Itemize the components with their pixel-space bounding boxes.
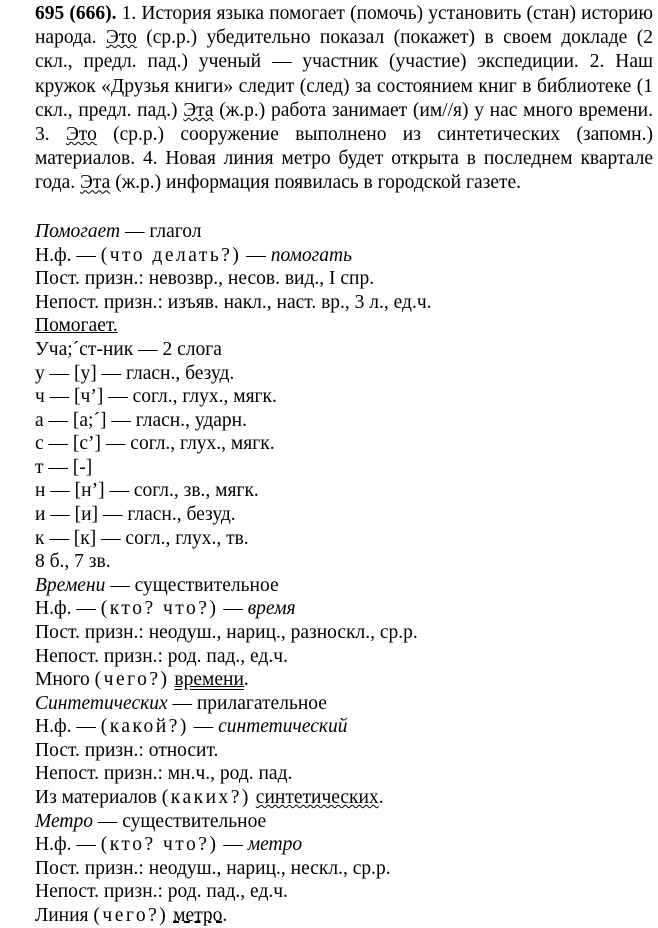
sentence-member: синтетических	[255, 787, 379, 809]
analysis-line	[35, 597, 296, 621]
exercise-number: 695 (666).	[35, 3, 117, 24]
analyzed-word: Времени	[35, 574, 106, 596]
analysis-line	[35, 314, 118, 338]
text-fragment: —	[218, 598, 248, 620]
analyzed-word: Помогает	[35, 221, 121, 242]
analysis-line: Непост. призн.: мн.ч., род. пад.	[35, 763, 293, 785]
text-fragment: Н.ф. —	[35, 834, 101, 856]
text-fragment: .	[378, 787, 384, 809]
analysis-line: Пост. призн.: неодуш., нариц., нескл., ср.р.	[35, 857, 391, 879]
exercise-text	[35, 2, 653, 196]
part-of-speech: — прилагательное	[167, 692, 327, 714]
analyzed-word: Синтетических	[35, 692, 168, 714]
sentence-member: Помогает.	[35, 315, 118, 337]
word-eta-underlined: Эта	[183, 99, 214, 121]
question: (каких?)	[161, 787, 251, 809]
part-of-speech: — глагол	[120, 221, 202, 242]
text-fragment: Н.ф. —	[35, 716, 101, 738]
question: (чего?)	[93, 905, 169, 926]
word-eto-underlined: Это	[65, 124, 97, 146]
phonetic-line: и — [и] — гласн., безуд.	[35, 504, 236, 526]
analysis-line	[35, 904, 227, 928]
question: (кто? что?)	[100, 834, 219, 856]
analysis-line: Пост. призн.: относит.	[35, 739, 219, 761]
sentence-member: метро	[173, 905, 223, 926]
initial-form: помогать	[270, 244, 352, 266]
text-fragment: Линия	[35, 905, 94, 926]
part-of-speech: — существительное	[92, 810, 267, 832]
phonetic-line: с — [с’] — согл., глух., мягк.	[35, 433, 275, 455]
text-fragment: (участие) экспедиции. 2. Наш кружок «Друзья книги»	[35, 51, 653, 97]
text-fragment: (ср.р.) сооружение выполнено из синтетических (запомн.) материалов. 4. Новая линия метро будет открыта в последнем квартале года.	[35, 124, 653, 194]
text-fragment: Н.ф. —	[35, 244, 101, 266]
part-of-speech: — существительное	[105, 574, 279, 596]
text-fragment: Много	[35, 669, 95, 691]
initial-form: синтетический	[218, 716, 348, 738]
text-fragment: Н.ф. —	[35, 598, 101, 620]
word-participant: участник	[302, 51, 379, 73]
analysis-line: Пост. призн.: невозвр., несов. вид., I спр.	[35, 268, 375, 290]
phonetic-line: у — [у] — гласн., безуд.	[35, 362, 235, 384]
question: (какой?)	[100, 716, 189, 738]
analysis-line	[35, 692, 327, 716]
analysis-line	[35, 833, 302, 857]
word-follows: следит	[238, 75, 295, 97]
text-fragment: (след) за состоянием книг в библиотеке (1 скл., предл. пад.)	[35, 75, 653, 121]
analysis-line	[35, 786, 384, 810]
phonetic-line: ч — [ч’] — согл., глух., мягк.	[35, 386, 277, 408]
question: (кто? что?)	[100, 598, 219, 620]
analysis-line: 8 б., 7 зв.	[35, 551, 111, 573]
word-showed: показал	[319, 27, 385, 49]
text-fragment: —	[188, 716, 219, 738]
analyzed-word: Метро	[35, 810, 93, 832]
text-fragment: —	[241, 244, 271, 266]
initial-form: метро	[247, 834, 303, 856]
text-fragment: (покажет) в своем докладе (2 скл., предл. пад.) ученый —	[35, 27, 654, 73]
text-fragment: (помочь) установить (стан) историю народа.	[35, 3, 653, 49]
phonetic-line: к — [к] — согл., глух., тв.	[35, 527, 249, 549]
analysis-line	[35, 715, 348, 739]
text-fragment: 1. История языка	[116, 3, 270, 24]
text-fragment: (ж.р.) работа занимает (им//я) у нас много времени. 3.	[35, 99, 653, 146]
analysis-line	[35, 244, 352, 268]
analysis-line	[35, 220, 202, 244]
word-eto-underlined: Это	[105, 27, 137, 49]
analysis-line: Уча;´ст-ник — 2 слога	[35, 338, 222, 360]
word-eta-underlined: Эта	[80, 172, 111, 194]
initial-form: время	[247, 598, 296, 620]
text-fragment: .	[222, 905, 228, 926]
text-fragment: —	[218, 834, 248, 856]
text-fragment: (ж.р.) информация появилась в городской газете.	[110, 172, 522, 194]
phonetic-line: а — [а;´] — гласн., ударн.	[35, 409, 247, 431]
analysis-line	[35, 810, 266, 834]
analysis-line: Пост. призн.: неодуш., нариц., разноскл., ср.р.	[35, 621, 418, 643]
analysis-line: Непост. призн.: род. пад., ед.ч.	[35, 881, 288, 903]
text-fragment: .	[243, 669, 249, 691]
phonetic-line: н — [н’] — согл., зв., мягк.	[35, 480, 259, 502]
question: (чего?)	[94, 669, 170, 691]
question: (что делать?)	[100, 244, 242, 266]
analysis-line: Непост. призн.: изъяв. накл., наст. вр., 3 л., ед.ч.	[35, 291, 432, 313]
analysis-line	[35, 668, 249, 692]
text-fragment: (ср.р.) убедительно	[136, 27, 320, 49]
text-fragment: Из материалов	[35, 787, 162, 809]
word-helps: помогает	[269, 3, 345, 24]
analysis-line	[35, 574, 279, 598]
sentence-member: времени	[174, 669, 244, 691]
analysis-line: Непост. призн.: род. пад., ед.ч.	[35, 645, 288, 667]
phonetic-line: т — [-]	[35, 456, 93, 478]
